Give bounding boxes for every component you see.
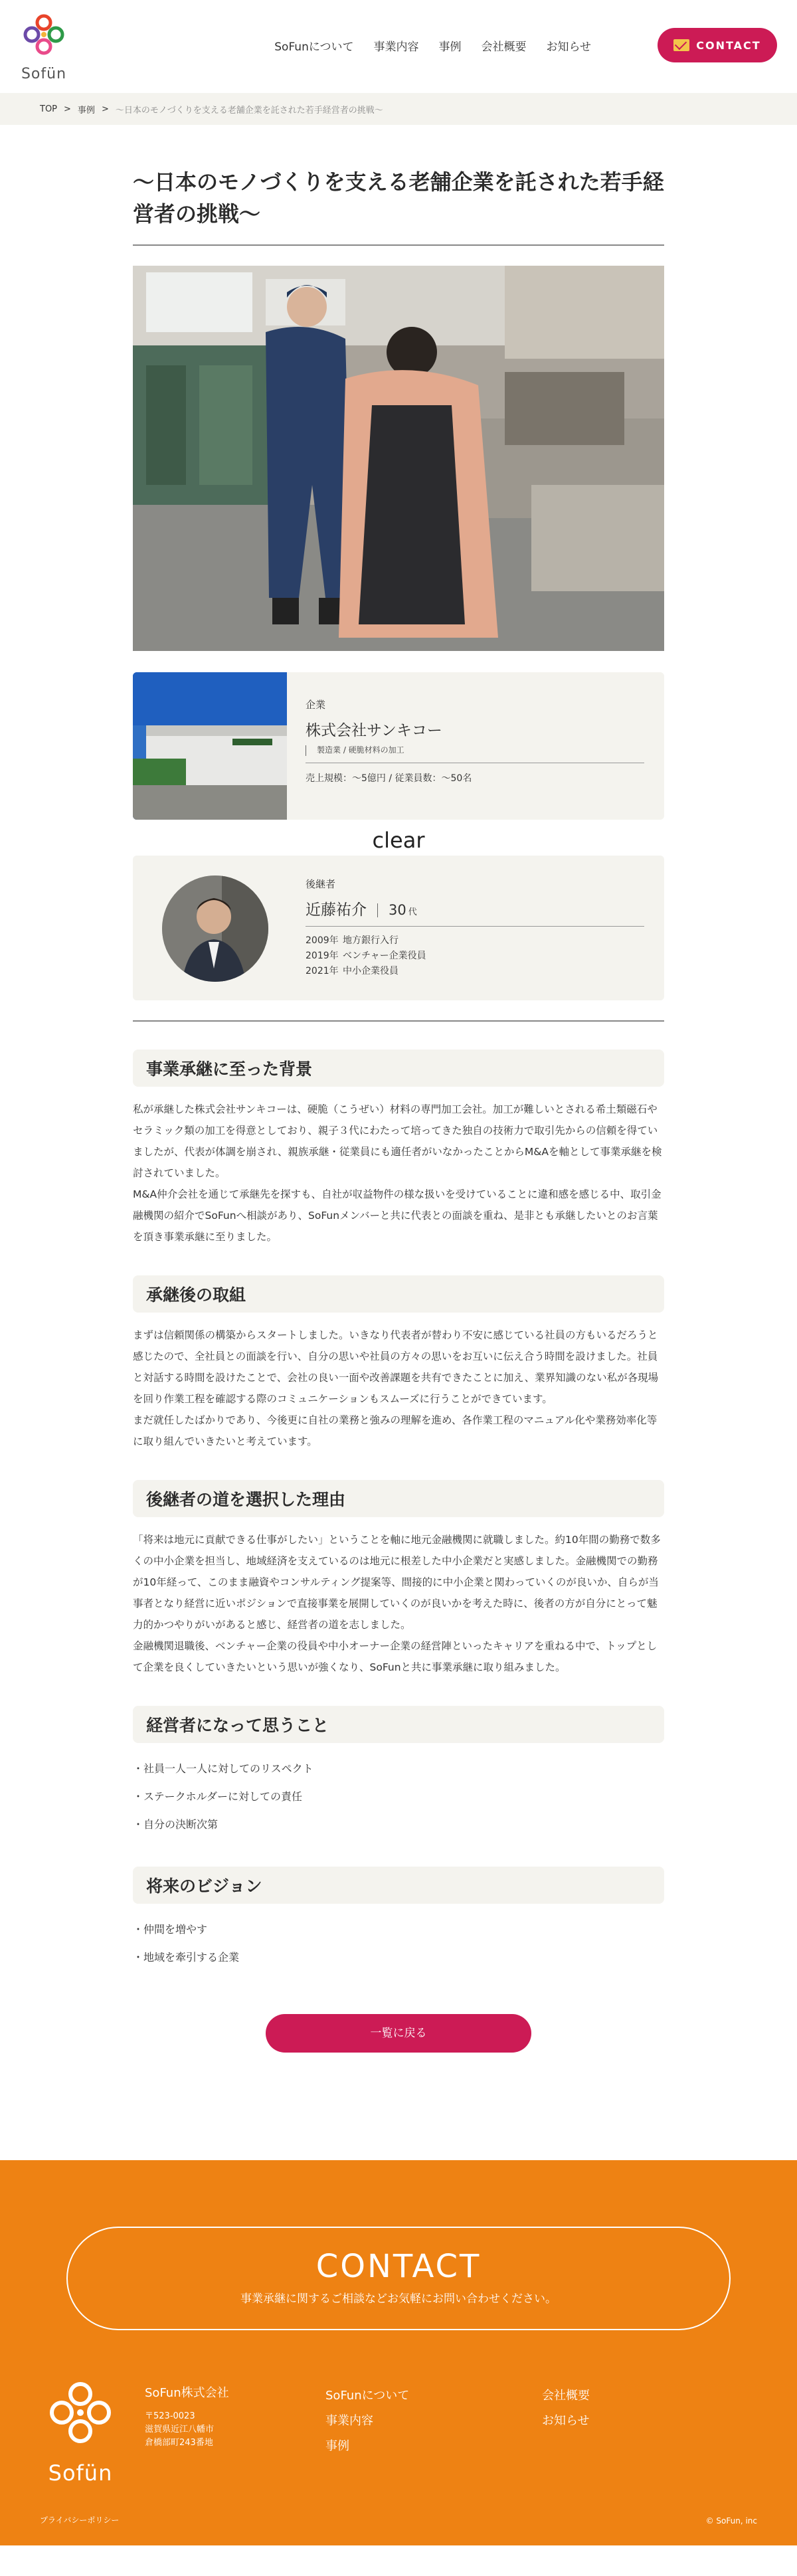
section-title: 事業承継に至った背景 <box>133 1050 664 1087</box>
main-nav <box>274 37 591 54</box>
contact-button-label: CONTACT <box>696 39 761 52</box>
footer-links-1 <box>325 2383 409 2459</box>
footer-link-news[interactable]: お知らせ <box>542 2414 590 2428</box>
nav-item-business[interactable]: 事業内容 <box>373 41 419 54</box>
company-card <box>133 672 664 820</box>
career-item <box>306 949 644 964</box>
cta-title: CONTACT <box>315 2248 482 2285</box>
successor-age-value: 30 <box>389 902 406 918</box>
list-item: ・自分の決断次第 <box>133 1818 219 1831</box>
section-vision <box>133 1867 664 1972</box>
career-item <box>306 964 644 979</box>
career-year: 2019年 <box>306 951 339 961</box>
breadcrumb-separator: > <box>101 104 109 114</box>
contact-button[interactable] <box>658 28 777 62</box>
career-list <box>306 933 644 979</box>
company-building-photo <box>133 672 287 820</box>
back-to-list-button[interactable]: 一覧に戻る <box>266 2014 531 2053</box>
paragraph: 金融機関退職後、ベンチャー企業の役員や中小オーナー企業の経営陣といったキャリアを重ねる中で、トップとして企業を良くしていきたいという思いが強くなり、SoFunと共に事業承継に取り組みました。 <box>133 1640 658 1673</box>
nav-item-company[interactable]: 会社概要 <box>481 41 527 54</box>
career-text: 地方銀行入行 <box>343 935 398 946</box>
address-line: 〒523-0023 <box>145 2411 195 2421</box>
nav-item-about[interactable]: SoFunについて <box>274 41 354 54</box>
site-footer <box>0 2160 797 2545</box>
footer-address <box>145 2410 229 2450</box>
company-label: 企業 <box>306 699 326 711</box>
nav-item-news[interactable]: お知らせ <box>546 41 591 54</box>
successor-name-row <box>306 897 644 919</box>
section-thoughts <box>133 1706 664 1839</box>
successor-info <box>306 877 644 979</box>
divider <box>306 926 644 927</box>
section-body <box>133 1099 664 1247</box>
footer-logo[interactable] <box>37 2379 124 2486</box>
paragraph: M&A仲介会社を通じて承継先を探すも、自社が収益物件の様な扱いを受けていることに違和感を感じる中、取引金融機関の紹介でSoFunへ相談があり、SoFunメンバーと共に代表との面談を重ね、是非とも承継したいとのお言葉を頂き事業承継に至りました。 <box>133 1188 662 1243</box>
bullet-list <box>133 1916 664 1972</box>
list-item: ・地域を牽引する企業 <box>133 1951 240 1964</box>
address-line: 滋賀県近江八幡市 <box>145 2425 215 2435</box>
page-title: 〜日本のモノづくりを支える老舗企業を託された若手経営者の挑戦〜 <box>133 166 664 246</box>
site-header <box>0 0 797 93</box>
avatar <box>162 875 268 982</box>
bullet-list <box>133 1755 664 1839</box>
logo-mark-icon <box>16 11 72 62</box>
company-name: 株式会社サンキコー <box>306 722 442 739</box>
career-year: 2021年 <box>306 966 339 976</box>
successor-label: 後継者 <box>306 878 336 890</box>
footer-company-name: SoFun株式会社 <box>145 2386 229 2400</box>
footer-logo-text: Sofün <box>48 2460 113 2486</box>
section-background <box>133 1050 664 1247</box>
career-text: ベンチャー企業役員 <box>343 951 426 961</box>
contact-cta[interactable] <box>66 2227 731 2330</box>
section-body <box>133 1325 664 1452</box>
privacy-policy-link[interactable]: プライバシーポリシー <box>40 2516 120 2525</box>
paragraph: まだ就任したばかりであり、今後更に自社の業務と強みの理解を進め、各作業工程のマニュアル化や業務効率化等に取り組んでいきたいと考えています。 <box>133 1414 658 1447</box>
hero-photo <box>133 266 664 651</box>
list-item: ・ステークホルダーに対しての責任 <box>133 1790 303 1803</box>
successor-name: 近藤祐介 <box>306 901 367 919</box>
successor-age-unit: 代 <box>408 907 417 917</box>
nav-item-cases[interactable]: 事例 <box>438 41 462 54</box>
company-info <box>306 697 644 784</box>
breadcrumb-separator: > <box>64 104 71 114</box>
footer-link-about[interactable]: SoFunについて <box>325 2389 410 2403</box>
list-item: ・仲間を増やす <box>133 1923 208 1936</box>
section-reason <box>133 1480 664 1678</box>
footer-link-cases[interactable]: 事例 <box>325 2439 349 2453</box>
section-title: 将来のビジョン <box>133 1867 664 1904</box>
career-text: 中小企業役員 <box>343 966 398 976</box>
footer-company <box>145 2383 229 2450</box>
portrait-image <box>162 875 268 982</box>
career-year: 2009年 <box>306 935 339 946</box>
successor-age <box>377 903 417 917</box>
footer-link-business[interactable]: 事業内容 <box>325 2414 373 2428</box>
breadcrumb-top[interactable]: TOP <box>40 104 58 114</box>
address-line: 倉橋部町243番地 <box>145 2438 213 2448</box>
footer-links-2 <box>542 2383 590 2434</box>
section-title: 承継後の取組 <box>133 1275 664 1313</box>
successor-card <box>133 856 664 1000</box>
clear-text: clear <box>372 828 425 853</box>
back-button-wrap <box>133 2014 664 2053</box>
copyright: © SoFun, inc <box>705 2516 757 2526</box>
section-after-succession <box>133 1275 664 1452</box>
paragraph: まずは信頼関係の構築からスタートしました。いきなり代表者が替わり不安に感じている社員の方もいるだろうと感じたので、全社員との面談を行い、自分の思いや社員の方々の思いをお互いに伝え合う時間を設けました。社員と対話する時間を設けたことで、会社の良い一面や改善課題を共有できたことに加え、業界知識のない私が各現場を回り作業工程を確認する際のコミュニケーションもスムーズに行うことができています。 <box>133 1329 659 1405</box>
logo-mark-icon <box>37 2379 124 2452</box>
mail-icon <box>673 39 689 51</box>
section-body <box>133 1529 664 1678</box>
section-title: 後継者の道を選択した理由 <box>133 1480 664 1517</box>
site-logo[interactable] <box>16 11 72 82</box>
cta-subtitle: 事業承継に関するご相談などお気軽にお問い合わせください。 <box>240 2292 557 2306</box>
list-item: ・社員一人一人に対してのリスペクト <box>133 1762 313 1775</box>
paragraph: 「将来は地元に貢献できる仕事がしたい」ということを軸に地元金融機関に就職しました。約10年間の勤務で数多くの中小企業を担当し、地域経済を支えているのは地元に根差した中小企業だと実感しました。金融機関での勤務が10年経って、このまま融資やコンサルティング提案等、間接的に中小企業と関わっていくのが良いか、自らが当事者となり経営に近いポジションで直接事業を展開していくのが良いかを考えた時に、後者の方が自分にとって魅力的かつやりがいがあると感じ、経営者の道を志しました。 <box>133 1534 661 1631</box>
logo-text: Sofün <box>21 66 67 82</box>
company-industry: 製造業 / 硬脆材料の加工 <box>306 745 404 756</box>
building-image <box>133 672 287 820</box>
breadcrumb <box>0 93 797 125</box>
footer-link-company[interactable]: 会社概要 <box>542 2389 590 2403</box>
breadcrumb-cases[interactable]: 事例 <box>77 105 95 116</box>
section-title: 経営者になって思うこと <box>133 1706 664 1743</box>
breadcrumb-current: 〜日本のモノづくりを支える老舗企業を託された若手経営者の挑戦〜 <box>115 105 383 116</box>
divider <box>133 1020 664 1022</box>
paragraph: 私が承継した株式会社サンキコーは、硬脆（こうぜい）材料の専門加工会社。加工が難しいとされる希土類磁石やセラミック類の加工を得意としており、親子３代にわたって培ってきた独自の技術力で取引先からの信頼を得ていましたが、代表が体調を崩され、親族承継・従業員にも適任者がいなかったことからM&Aを軸として事業承継を検討されていました。 <box>133 1103 662 1179</box>
company-meta: 売上規模：〜5億円 / 従業員数：〜50名 <box>306 773 472 784</box>
career-item <box>306 933 644 949</box>
factory-scene-image <box>133 266 664 651</box>
case-article <box>133 125 664 2053</box>
